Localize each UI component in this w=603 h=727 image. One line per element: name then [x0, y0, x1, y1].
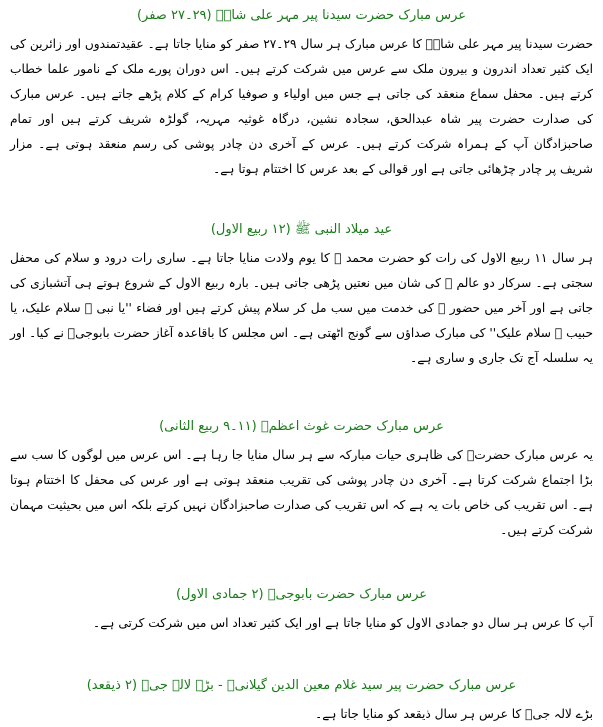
section-eid-milad-un-nabi	[10, 220, 593, 371]
section-spacer	[10, 543, 593, 583]
section-urs-bare-lala-ji	[10, 676, 593, 727]
section-heading: عرس مبارک حضرت پیر سید غلام معین الدین گیلانیؒ - بڑے لالہ جیؒ (۲ ذیقعد)	[86, 678, 517, 693]
section-spacer	[10, 371, 593, 415]
section-body: بڑے لالہ جیؒ کا عرس ہر سال ذیقعد کو منایا جاتا ہے۔	[315, 707, 593, 721]
section-heading: عید میلاد النبی ﷺ (۱۲ ربیع الاول)	[210, 222, 393, 237]
section-heading: عرس مبارک حضرت بابوجیؒ (۲ جمادی الاول)	[175, 587, 427, 602]
section-urs-pir-mehr-ali-shah	[10, 6, 593, 182]
section-heading: عرس مبارک حضرت سیدنا پیر مہر علی شاہؒ (۲۹۔۲۷ صفر)	[136, 8, 466, 23]
section-spacer	[10, 182, 593, 218]
section-body: یہ عرس مبارک حضرتؒ کی ظاہری حیات مبارکہ سے ہر سال منایا جا رہا ہے۔ اس عرس میں لوگوں کا سب سے بڑا اجتماع شرکت کرتا ہے۔ آخری دن چادر پوشی کی تقریب منعقد ہوتی ہے اور عرس کی محفل کا اختتام ہوتا ہے۔ اس تقریب کی خاص بات یہ ہے کہ اس تقریب کی صدارت صاحبزادگان نہیں کرتے بلکہ اس میں بحیثیت مہمان شرکت کرتے ہیں۔	[10, 448, 593, 537]
section-spacer	[10, 636, 593, 674]
section-body: آپ کا عرس ہر سال دو جمادی الاول کو منایا جاتا ہے اور ایک کثیر تعداد اس میں شرکت کرتی ہے۔	[93, 616, 593, 630]
section-body: ہر سال ۱۱ ربیع الاول کی رات کو حضرت محمد ﷺ کا یوم ولادت منایا جاتا ہے۔ ساری رات درود و سلام کی محفل سجتی ہے۔ سرکار دو عالم ﷺ کی شان میں نعتیں پڑھی جاتی ہیں۔ بارہ ربیع الاول کے شروع ہوتے ہی آتشبازی کی جاتی ہے اور آخر میں حضور ﷺ کی خدمت میں سب مل کر سلام پیش کرتے ہیں اور فضاء ''یا نبی ﷺ سلام علیک، یا حبیب ﷺ سلام علیک'' کی مبارک صداؤں سے گونج اٹھتی ہے۔ اس مجلس کا باقاعدہ آغاز حضرت بابوجیؒ نے کیا۔ اور یہ سلسلہ آج تک جاری و ساری ہے۔	[10, 251, 593, 365]
section-urs-ghaus-e-azam	[10, 417, 593, 543]
section-urs-babuji	[10, 585, 593, 636]
section-heading: عرس مبارک حضرت غوث اعظمؒ (۱۱۔۹ ربیع الثانی)	[159, 419, 444, 434]
section-body: حضرت سیدنا پیر مہر علی شاہؒ کا عرس مبارک ہر سال ۲۹۔۲۷ صفر کو منایا جاتا ہے۔ عقیدتمندوں اور زائرین کی ایک کثیر تعداد اندرون و بیرون ملک سے عرس میں شرکت کرتے ہیں۔ اس دوران پورے ملک کے نامور علما خطاب کرتے ہیں۔ محفل سماع منعقد کی جاتی ہے جس میں اولیاء و صوفیا کرام کے کلام پڑھے جاتے ہیں۔ عرس مبارک کی صدارت حضرت پیر شاہ عبدالحق، سجادہ نشین، درگاہ غوثیہ مہریہ، گولڑہ شریف کرتے ہیں اور تمام صاحبزادگان آپ کے ہمراہ شرکت کرتے ہیں۔ عرس کے آخری دن چادر پوشی کی رسم منعقد ہوتی ہے۔ مزار شریف پر چادر چڑھائی جاتی ہے اور قوالی کے بعد عرس کا اختتام ہوتا ہے۔	[10, 37, 593, 176]
